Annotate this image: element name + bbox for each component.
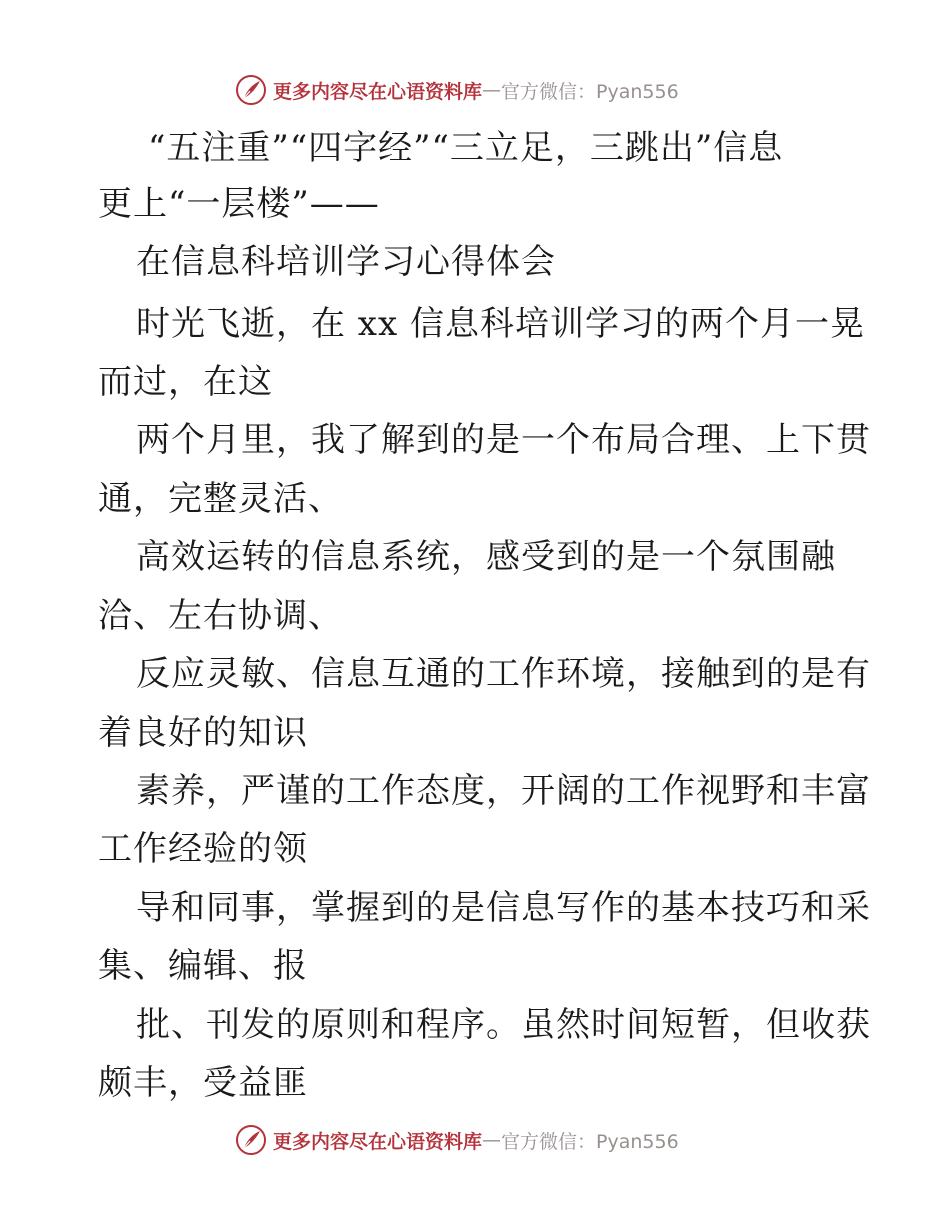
document-title-line-2: 更上“一层楼”——	[98, 184, 380, 224]
feather-pen-logo-icon	[235, 1124, 267, 1156]
watermark-separator: —	[482, 79, 502, 101]
header-watermark	[235, 72, 679, 108]
body-line: 批、刊发的原则和程序。虽然时间短暂，但收获	[136, 1005, 871, 1045]
body-line: 工作经验的领	[98, 829, 308, 869]
watermark-separator: —	[482, 1129, 502, 1151]
body-line: 两个月里，我了解到的是一个布局合理、上下贯	[136, 420, 871, 460]
watermark-brand-text: 更多内容尽在心语资料库	[273, 1130, 483, 1153]
body-line: 反应灵敏、信息互通的工作环境，接触到的是有	[136, 654, 871, 694]
body-line: 颇丰，受益匪	[98, 1063, 308, 1103]
footer-watermark	[235, 1122, 679, 1158]
body-line: 洽、左右协调、	[98, 596, 343, 636]
body-line: 时光飞逝，在 xx 信息科培训学习的两个月一晃	[136, 304, 865, 344]
body-line: 导和同事，掌握到的是信息写作的基本技巧和采	[136, 888, 871, 928]
feather-pen-logo-icon	[235, 74, 267, 106]
body-line: 着良好的知识	[98, 713, 308, 753]
body-line: 高效运转的信息系统，感受到的是一个氛围融	[136, 537, 836, 577]
watermark-brand-text: 更多内容尽在心语资料库	[273, 80, 483, 103]
document-title-line-1: “五注重”“四字经”“三立足，三跳出”信息	[148, 128, 784, 168]
body-line: 通，完整灵活、	[98, 479, 343, 519]
watermark-wechat-text: 官方微信：Pyan556	[501, 1130, 679, 1153]
body-line: 而过，在这	[98, 362, 273, 402]
document-subtitle: 在信息科培训学习心得体会	[136, 242, 556, 282]
body-line: 集、编辑、报	[98, 946, 308, 986]
watermark-wechat-text: 官方微信：Pyan556	[501, 80, 679, 103]
body-line: 素养，严谨的工作态度，开阔的工作视野和丰富	[136, 771, 871, 811]
